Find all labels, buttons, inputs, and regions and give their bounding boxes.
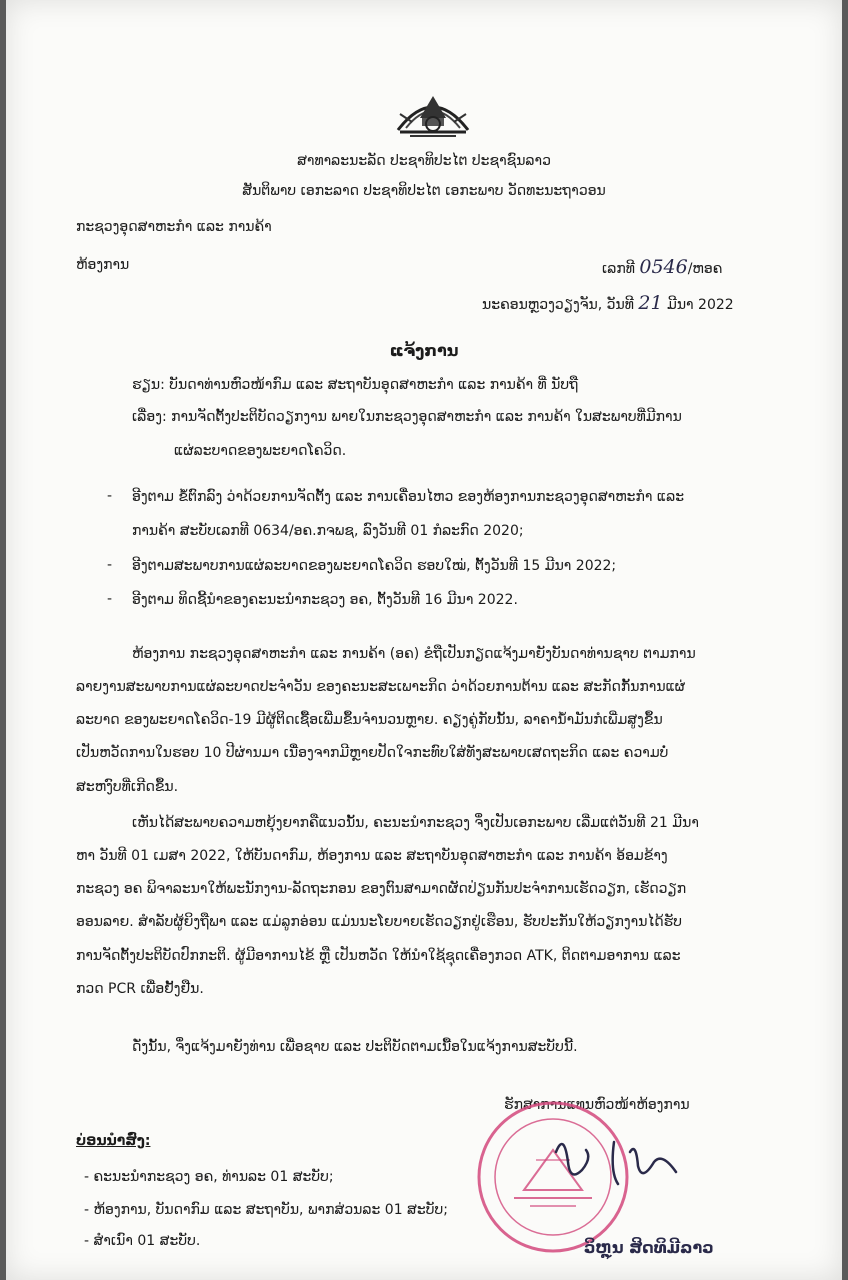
subject-line-2: ແຜ່ລະບາດຂອງພະຍາດໂຄວິດ. [174, 443, 347, 459]
national-motto: ສັນຕິພາບ ເອກະລາດ ປະຊາທິປະໄຕ ເອກະພາບ ວັດທະນະຖາວອນ [242, 183, 606, 199]
body-line: ອອນລາຍ. ສຳລັບຜູ້ຍິງຖືພາ ແລະ ແມ່ລູກອ່ອນ ແມ່ນນະໂຍບາຍເຮັດວຽກຢູ່ເຮືອນ, ຮັບປະກັນໃຫ້ວຽກງານໄດ້ຮັບ [76, 914, 682, 930]
date-month-year: ມີນາ 2022 [667, 297, 734, 313]
body-line: ກະຊວງ ອຄ ພິຈາລະນາໃຫ້ພະນັກງານ-ລັດຖະກອນ ຂອງຕົນສາມາດຜັດປ່ຽນກັນປະຈຳການເຮັດວຽກ, ເຮັດວຽກ [76, 881, 687, 897]
ministry-name: ກະຊວງອຸດສາຫະກຳ ແລະ ການຄ້າ [76, 219, 272, 235]
number-suffix: /ຫອຄ [687, 261, 723, 277]
reference-2: ອີງຕາມສະພາບການແຜ່ລະບາດຂອງພະຍາດໂຄວິດ ຮອບໃໝ່, ຕັ້ງວັນທີ 15 ມີນາ 2022; [132, 558, 617, 574]
reference-1-line-2: ການຄ້າ ສະບັບເລກທີ 0634/ອຄ.ກຈພຊ, ລົງວັນທີ 01 ກໍລະກົດ 2020; [132, 523, 524, 539]
signatory-position: ຮັກສາການແທນຫົວໜ້າຫ້ອງການ [504, 1097, 690, 1113]
date-day: 21 [638, 292, 663, 314]
distribution-title: ບ່ອນນຳສົ່ງ: [76, 1133, 151, 1149]
signature-icon [526, 1122, 716, 1194]
reference-1-line-1: ອີງຕາມ ຂໍ້ຕົກລົງ ວ່າດ້ວຍການຈັດຕັ້ງ ແລະ ການເຄື່ອນໄຫວ ຂອງຫ້ອງການກະຊວງອຸດສາຫະກຳ ແລະ [132, 489, 685, 505]
document-title: ແຈ້ງການ [389, 341, 459, 360]
bullet-dash: - [107, 557, 113, 573]
reference-3: ອີງຕາມ ທິດຊີ້ນຳຂອງຄະນະນຳກະຊວງ ອຄ, ຕັ້ງວັນທີ 16 ມີນາ 2022. [132, 592, 518, 608]
distribution-item: - ສຳເນົາ 01 ສະບັບ. [84, 1233, 201, 1249]
body-line: ກວດ PCR ເພື່ອຢັ້ງຢືນ. [76, 981, 204, 997]
national-emblem-icon [392, 78, 474, 144]
body-line: ລະບາດ ຂອງພະຍາດໂຄວິດ-19 ມີຜູ້ຕິດເຊື້ອເພີ່ມຂຶ້ນຈຳນວນຫຼາຍ. ຄຽງຄູ່ກັບນັ້ນ, ລາຄານ້ຳມັນກໍເພີ່ມສູງຂຶ້ນ [76, 712, 663, 728]
distribution-item: - ຄະນະນຳກະຊວງ ອຄ, ທ່ານລະ 01 ສະບັບ; [84, 1169, 334, 1185]
number-label: ເລກທີ [602, 261, 635, 277]
subject-line-1: ເລື່ອງ: ການຈັດຕັ້ງປະຕິບັດວຽກງານ ພາຍໃນກະຊວງອຸດສາຫະກຳ ແລະ ການຄ້າ ໃນສະພາບທີ່ມີການ [132, 409, 682, 425]
bullet-dash: - [107, 488, 113, 504]
recipient-line: ຮຽນ: ບັນດາທ່ານຫົວໜ້າກົມ ແລະ ສະຖາບັນອຸດສາຫະກຳ ແລະ ການຄ້າ ທີ່ ນັບຖື [132, 377, 579, 393]
place-date [482, 294, 734, 313]
body-line: ດັ່ງນັ້ນ, ຈຶ່ງແຈ້ງມາຍັງທ່ານ ເພື່ອຊາບ ແລະ ປະຕິບັດຕາມເນື້ອໃນແຈ້ງການສະບັບນີ້. [132, 1039, 578, 1055]
number-value: 0546 [639, 256, 688, 278]
bullet-dash: - [107, 591, 113, 607]
body-line: ການຈັດຕັ້ງປະຕິບັດປົກກະຕິ. ຜູ້ມີອາການໄຂ້ ຫຼື ເປັນຫວັດ ໃຫ້ນຳໃຊ້ຊຸດເຄື່ອງກວດ ATK, ຕິດຕາມອາການ ແລະ [76, 948, 681, 964]
body-line: ລາຍງານສະພາບການແຜ່ລະບາດປະຈຳວັນ ຂອງຄະນະສະເພາະກິດ ວ່າດ້ວຍການຕ້ານ ແລະ ສະກັດກັ້ນການແຜ່ [76, 679, 686, 695]
body-line: ສະຫງົບທີ່ເກີດຂຶ້ນ. [76, 779, 179, 795]
body-line: ເຫັນໄດ້ສະພາບຄວາມຫຍຸ້ງຍາກຄືແນວນັ້ນ, ຄະນະນຳກະຊວງ ຈຶ່ງເປັນເອກະພາບ ເລີ່ມແຕ່ວັນທີ 21 ມີນາ [132, 815, 699, 831]
body-line: ຫ້ອງການ ກະຊວງອຸດສາຫະກຳ ແລະ ການຄ້າ (ອຄ) ຂໍຖືເປັນກຽດແຈ້ງມາຍັງບັນດາທ່ານຊາບ ຕາມການ [132, 646, 696, 662]
document-number [602, 258, 722, 277]
office-name: ຫ້ອງການ [76, 257, 130, 273]
country-name: ສາທາລະນະລັດ ປະຊາທິປະໄຕ ປະຊາຊົນລາວ [297, 153, 551, 169]
document-page [6, 0, 842, 1280]
place-date-prefix: ນະຄອນຫຼວງວຽງຈັນ, ວັນທີ [482, 297, 634, 313]
signatory-name: ວິຫຼຸນ ສິດທິມີລາວ [584, 1238, 714, 1257]
distribution-item: - ຫ້ອງການ, ບັນດາກົມ ແລະ ສະຖາບັນ, ພາກສ່ວນລະ 01 ສະບັບ; [84, 1202, 448, 1218]
body-line: ຫາ ວັນທີ 01 ເມສາ 2022, ໃຫ້ບັນດາກົມ, ຫ້ອງການ ແລະ ສະຖາບັນອຸດສາຫະກຳ ແລະ ການຄ້າ ອ້ອມຂ້າງ [76, 848, 668, 864]
body-line: ເປັນຫວັດການໃນຮອບ 10 ປີຜ່ານມາ ເນື່ອງຈາກມີຫຼາຍປັດໃຈກະທົບໃສ່ທັງສະພາບເສດຖະກິດ ແລະ ຄວາມບໍ່ [76, 745, 669, 761]
